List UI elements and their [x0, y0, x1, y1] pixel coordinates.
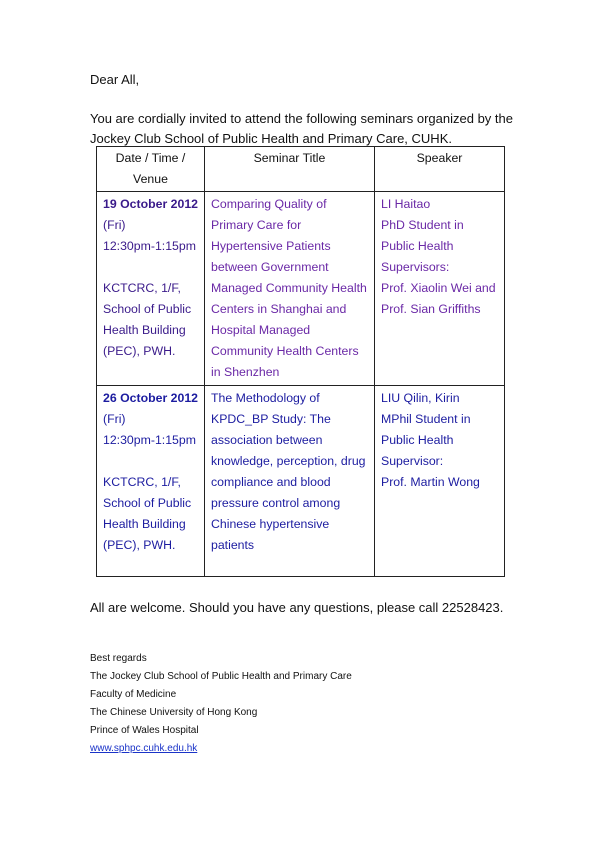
speaker-name: LIU Qilin, Kirin	[381, 391, 460, 405]
signature-block	[90, 650, 352, 758]
school-name: The Jockey Club School of Public Health and Primary Care	[90, 671, 352, 682]
seminar-table	[96, 146, 505, 577]
faculty-name: Faculty of Medicine	[90, 689, 177, 700]
supervisor-label: Supervisors:	[381, 260, 450, 274]
date-time-venue-cell	[97, 386, 205, 577]
seminar-title: The Methodology of KPDC_BP Study: The association between knowledge, perception, drug compliance and blood pressure control among Chinese hypertensive patients	[211, 391, 366, 552]
hospital-name: Prince of Wales Hospital	[90, 725, 199, 736]
regards: Best regards	[90, 653, 147, 664]
supervisor-name: Prof. Sian Griffiths	[381, 302, 481, 316]
intro-paragraph: You are cordially invited to attend the following seminars organized by the Jockey Club School of Public Health and Primary Care, CUHK.	[90, 111, 513, 146]
seminar-date: 19 October 2012	[103, 197, 199, 211]
supervisor-name: Prof. Xiaolin Wei and	[381, 281, 496, 295]
speaker-cell	[375, 192, 505, 386]
table-row	[97, 386, 505, 577]
seminar-title-cell	[205, 192, 375, 386]
seminar-day: (Fri)	[103, 218, 126, 232]
header-date-time-venue: Date / Time / Venue	[97, 147, 205, 192]
supervisor-name: Prof. Martin Wong	[381, 475, 480, 489]
speaker-name: LI Haitao	[381, 197, 431, 211]
seminar-venue: KCTCRC, 1/F, School of Public Health Building (PEC), PWH.	[103, 475, 192, 552]
speaker-role: PhD Student in Public Health	[381, 218, 464, 253]
website-link[interactable]: www.sphpc.cuhk.edu.hk	[90, 743, 198, 754]
header-speaker: Speaker	[375, 147, 505, 192]
seminar-time: 12:30pm-1:15pm	[103, 433, 196, 447]
table-header-row	[97, 147, 505, 192]
welcome-text: All are welcome. Should you have any questions, please call 22528423.	[90, 600, 504, 615]
seminar-title: Comparing Quality of Primary Care for Hypertensive Patients between Government Managed Community Health Centers in Shanghai and Hospital Managed Community Health Centers in Shenzhen	[211, 197, 367, 379]
seminar-title-cell	[205, 386, 375, 577]
seminar-venue: KCTCRC, 1/F, School of Public Health Building (PEC), PWH.	[103, 281, 192, 358]
date-time-venue-cell	[97, 192, 205, 386]
university-name: The Chinese University of Hong Kong	[90, 707, 258, 718]
seminar-time: 12:30pm-1:15pm	[103, 239, 196, 253]
greeting: Dear All,	[90, 72, 140, 87]
speaker-role: MPhil Student in Public Health	[381, 412, 471, 447]
header-seminar-title: Seminar Title	[205, 147, 375, 192]
seminar-day: (Fri)	[103, 412, 126, 426]
speaker-cell	[375, 386, 505, 577]
table-row	[97, 192, 505, 386]
seminar-date: 26 October 2012	[103, 391, 199, 405]
supervisor-label: Supervisor:	[381, 454, 444, 468]
